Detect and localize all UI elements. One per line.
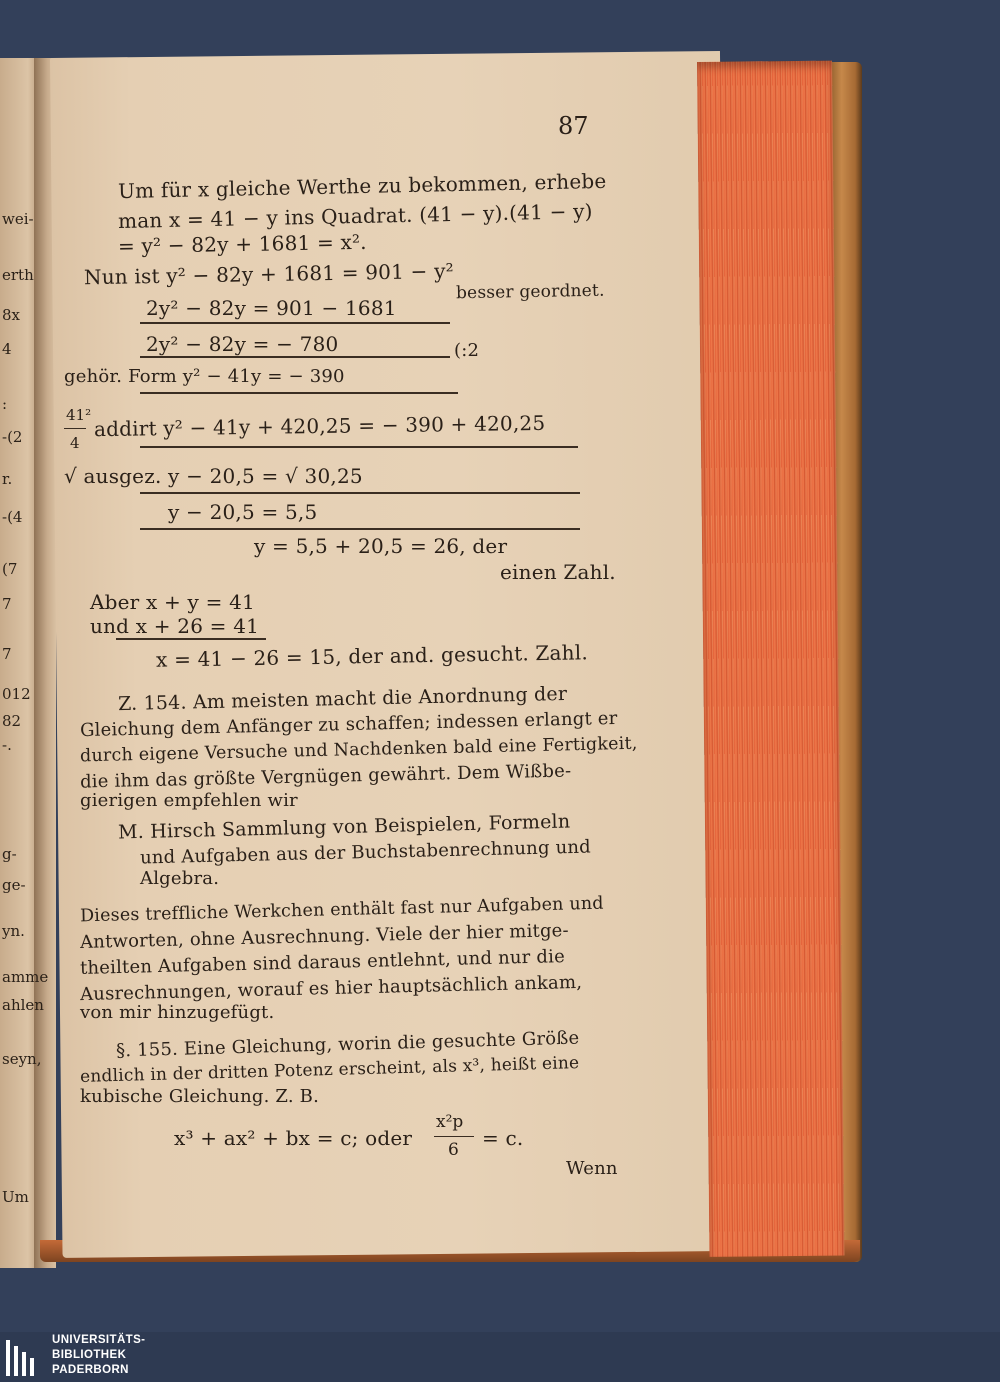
library-name xyxy=(52,1333,145,1378)
text-annotation: besser geordnet. xyxy=(455,280,605,304)
margin-fragment: amme xyxy=(2,968,49,986)
text-line: einen Zahl. xyxy=(500,560,616,584)
library-name-line: BIBLIOTHEK xyxy=(52,1349,127,1361)
margin-fragment: 7 xyxy=(2,645,12,663)
equation-rule xyxy=(140,392,458,394)
margin-fragment: 82 xyxy=(2,712,22,730)
equation-line: und x + 26 = 41 xyxy=(90,614,260,638)
text-line: theilten Aufgaben sind daraus entlehnt, und nur die xyxy=(79,946,566,979)
equation-line: y − 20,5 = 5,5 xyxy=(168,500,318,524)
text-line: Antworten, ohne Ausrechnung. Viele der hier mitge- xyxy=(79,920,570,953)
margin-fragment: : xyxy=(2,395,8,413)
text-line: gierigen empfehlen wir xyxy=(80,790,298,811)
margin-fragment: 4 xyxy=(2,340,12,358)
equation-line: √ ausgez. y − 20,5 = √ 30,25 xyxy=(64,464,363,488)
fraction-denominator: 6 xyxy=(448,1140,459,1160)
equation-rule xyxy=(116,638,266,640)
equation-line: Nun ist y² − 82y + 1681 = 901 − y² xyxy=(83,258,455,290)
equation-line: y = 5,5 + 20,5 = 26, der xyxy=(254,534,508,558)
text-line: Ausrechnungen, worauf es hier hauptsächlich ankam, xyxy=(79,971,583,1006)
text-line: und Aufgaben aus der Buchstabenrechnung und xyxy=(139,836,592,869)
fraction-denominator: 4 xyxy=(70,434,80,452)
margin-fragment: 012 xyxy=(2,685,31,703)
equation-rule xyxy=(140,322,450,324)
library-footer xyxy=(0,1332,1000,1382)
margin-fragment: Um xyxy=(2,1188,29,1206)
margin-fragment: g- xyxy=(2,845,17,863)
equation-line: gehör. Form y² − 41y = − 390 xyxy=(64,366,345,387)
page-number: 87 xyxy=(558,112,589,140)
text-line: Um für x gleiche Werthe zu bekommen, erhebe xyxy=(117,168,607,204)
equation-line: x = 41 − 26 = 15, der and. gesucht. Zahl. xyxy=(155,640,589,672)
fraction-numerator: x²p xyxy=(436,1112,464,1132)
margin-fragment: erth xyxy=(2,266,34,284)
text-line: endlich in der dritten Potenz erscheint, als x³, heißt eine xyxy=(79,1053,580,1087)
catchword: Wenn xyxy=(566,1158,618,1179)
margin-fragment: r. xyxy=(2,470,13,488)
equation-rule xyxy=(140,528,580,530)
margin-fragment: -. xyxy=(2,736,12,754)
library-name-line: PADERBORN xyxy=(52,1364,129,1376)
margin-fragment: -(2 xyxy=(2,428,23,446)
margin-fragment: ahlen xyxy=(2,996,44,1014)
margin-fragment: -(4 xyxy=(2,508,23,526)
equation-rule xyxy=(140,356,450,358)
text-annotation: (:2 xyxy=(454,340,480,361)
text-line: = y² − 82y + 1681 = x². xyxy=(117,229,367,259)
text-line: man x = 41 − y ins Quadrat. (41 − y).(41 − y) xyxy=(117,199,593,233)
margin-fragment: wei- xyxy=(2,210,34,228)
text-line: Z. 154. Am meisten macht die Anordnung der xyxy=(117,682,568,716)
equation-rule xyxy=(140,446,578,448)
equation-line: x³ + ax² + bx = c; oder xyxy=(174,1126,413,1150)
text-line: §. 155. Eine Gleichung, worin die gesuchte Größe xyxy=(115,1027,580,1062)
margin-fragment: ge- xyxy=(2,876,26,894)
equation-line: addirt y² − 41y + 420,25 = − 390 + 420,25 xyxy=(93,410,546,442)
margin-fragment: seyn, xyxy=(2,1050,42,1068)
fraction-bar xyxy=(434,1136,474,1137)
text-line: die ihm das größte Vergnügen gewährt. Dem Wißbe- xyxy=(79,760,572,793)
equation-line: Aber x + y = 41 xyxy=(90,590,255,614)
margin-fragment: 8x xyxy=(2,306,21,324)
equation-line: 2y² − 82y = 901 − 1681 xyxy=(146,296,397,320)
text-line: Gleichung dem Anfänger zu schaffen; indessen erlangt er xyxy=(79,707,618,742)
fraction-bar xyxy=(64,428,86,429)
text-line: Algebra. xyxy=(140,868,220,889)
margin-fragment: 7 xyxy=(2,595,12,613)
equation-line: = c. xyxy=(482,1126,524,1150)
library-name-line: UNIVERSITÄTS- xyxy=(52,1334,146,1346)
equation-rule xyxy=(140,492,580,494)
text-line: kubische Gleichung. Z. B. xyxy=(80,1086,320,1107)
equation-line: 2y² − 82y = − 780 xyxy=(146,332,339,356)
margin-fragment: yn. xyxy=(2,922,25,940)
text-line: durch eigene Versuche und Nachdenken bald eine Fertigkeit, xyxy=(79,733,638,767)
fraction-numerator: 41² xyxy=(66,406,92,424)
page-edges xyxy=(697,61,845,1257)
margin-fragment: (7 xyxy=(2,560,18,578)
text-line: Dieses treffliche Werkchen enthält fast nur Aufgaben und xyxy=(79,893,604,927)
text-line: M. Hirsch Sammlung von Beispielen, Formeln xyxy=(117,810,571,844)
library-logo-icon xyxy=(6,1340,42,1376)
text-line: von mir hinzugefügt. xyxy=(80,1002,275,1023)
